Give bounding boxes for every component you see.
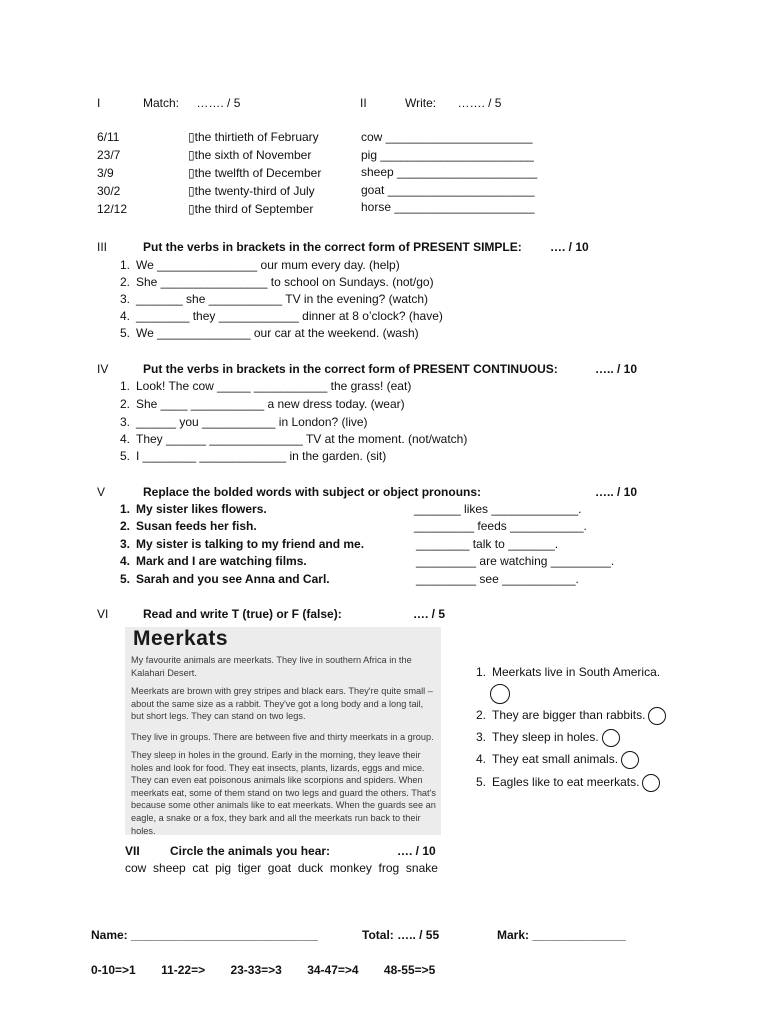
match-date: 30/2: [97, 184, 121, 198]
animal-word[interactable]: sheep: [153, 861, 186, 875]
match-date: 3/9: [97, 166, 114, 180]
write-item: cow ______________________: [361, 130, 533, 144]
section-7-score: …. / 10: [397, 844, 436, 858]
grade-range: 11-22=>: [161, 963, 206, 977]
exercise-item: [110, 448, 386, 465]
reading-paragraph: They sleep in holes in the ground. Early in the morning, they leave their holes and look for food. They eat insects, plants, lizards, eggs and mice. They can even eat poisonous animals like scorpions and spiders. When meerkats eat, some of them stand on two legs and guard the others. That's because some other animals like to eat meerkats. When the guards see an eagle, a snake or a fox, they bark and all the meerkats run back to their holes.: [131, 750, 436, 836]
write-item: horse _____________________: [361, 200, 535, 214]
item-number: 4.: [119, 554, 130, 568]
item-text: My sister likes flowers.: [136, 502, 267, 516]
section-4-roman: IV: [97, 362, 109, 376]
item-text: She ____ ___________ a new dress today. (wear): [136, 397, 405, 411]
exercise-item: [110, 378, 411, 395]
exercise-item: [110, 291, 428, 308]
item-text: They are bigger than rabbits.: [492, 708, 646, 723]
tf-question: [466, 707, 666, 725]
animal-word[interactable]: tiger: [237, 861, 262, 875]
exercise-item: [110, 518, 257, 535]
match-date: 6/11: [97, 130, 120, 144]
item-number: 1.: [119, 502, 130, 516]
answer-line: _________ are watching _________.: [416, 554, 615, 568]
item-text: _______ she ___________ TV in the evening? (watch): [136, 292, 429, 306]
item-text: They ______ ______________ TV at the moment. (not/watch): [136, 432, 468, 446]
bullet-box-icon: ▯: [188, 130, 195, 144]
item-number: 3.: [119, 292, 130, 306]
section-1-heading: [97, 96, 100, 110]
item-number: 1.: [119, 258, 130, 272]
section-1-roman: I: [97, 96, 101, 110]
bullet-box-icon: ▯: [188, 148, 195, 162]
section-4-title: Put the verbs in brackets in the correct form of PRESENT CONTINUOUS:: [143, 362, 558, 376]
item-text: Mark and I are watching films.: [136, 554, 307, 568]
section-2-title-wrap: [405, 96, 501, 110]
section-7-title: Circle the animals you hear:: [170, 844, 331, 858]
item-text: ________ they ____________ dinner at 8 o’clock? (have): [136, 309, 443, 323]
section-4-score: ….. / 10: [595, 362, 638, 376]
reading-title: Meerkats: [133, 627, 229, 650]
section-1-title-wrap: [143, 96, 240, 110]
item-number: 3.: [119, 415, 130, 429]
animal-word[interactable]: cow: [125, 861, 147, 875]
mark-field[interactable]: Mark: ______________: [497, 928, 626, 942]
match-word-row: [188, 165, 321, 182]
tf-question: [466, 664, 660, 681]
item-number: 5.: [119, 449, 130, 463]
item-number: 5.: [475, 775, 486, 790]
grade-range: 0-10=>1: [91, 963, 136, 977]
item-number: 3.: [475, 730, 486, 745]
item-number: 2.: [119, 397, 130, 411]
match-word-row: [188, 183, 315, 200]
item-number: 5.: [119, 326, 130, 340]
match-word-row: [188, 129, 319, 146]
item-text: Sarah and you see Anna and Carl.: [136, 572, 330, 586]
animal-word[interactable]: frog: [378, 861, 400, 875]
exercise-item: [110, 431, 467, 448]
item-text: She ________________ to school on Sundays. (not/go): [136, 275, 434, 289]
match-word: the twenty-third of July: [194, 184, 315, 198]
write-item: goat ______________________: [361, 183, 535, 197]
section-3-roman: III: [97, 240, 108, 254]
section-6-roman: VI: [97, 607, 109, 621]
reading-paragraph: Meerkats are brown with grey stripes and black ears. They're quite small – about the same size as a rabbit. They've got a long body and a long tail, but short legs. They can stand on two legs.: [131, 686, 433, 722]
match-word-row: [188, 147, 311, 164]
item-text: I ________ _____________ in the garden. (sit): [136, 449, 387, 463]
grade-range: 48-55=>5: [383, 963, 436, 977]
section-5-roman: V: [97, 485, 106, 499]
answer-line: _______ likes _____________.: [414, 502, 582, 516]
section-3-title: Put the verbs in brackets in the correct form of PRESENT SIMPLE:: [143, 240, 522, 254]
item-text: Meerkats live in South America.: [492, 665, 661, 679]
item-text: My sister is talking to my friend and me.: [136, 537, 365, 551]
section-1-title: Match:: [143, 96, 180, 110]
section-6-score: …. / 5: [413, 607, 446, 621]
match-word: the third of September: [194, 202, 314, 216]
exercise-item: [110, 501, 267, 518]
animal-word[interactable]: duck: [297, 861, 324, 875]
answer-circle[interactable]: [642, 774, 660, 792]
grade-range: 23-33=>3: [230, 963, 282, 977]
item-number: 1.: [119, 379, 130, 393]
item-text: We ______________ our car at the weekend. (wash): [136, 326, 419, 340]
reading-paragraph: My favourite animals are meerkats. They live in southern Africa in the Kalahari Desert.: [131, 655, 412, 678]
item-text: They eat small animals.: [492, 752, 619, 767]
item-text: Look! The cow _____ ___________ the grass! (eat): [136, 379, 412, 393]
section-5-score: ….. / 10: [595, 485, 638, 499]
item-number: 2.: [119, 275, 130, 289]
answer-line: ________ talk to _______.: [416, 537, 559, 551]
section-7-roman: VII: [125, 844, 140, 858]
match-word: the sixth of November: [194, 148, 312, 162]
bullet-box-icon: ▯: [188, 184, 195, 198]
answer-circle[interactable]: [602, 729, 620, 747]
answer-circle[interactable]: [648, 707, 666, 725]
exercise-item: [110, 553, 307, 570]
animal-word[interactable]: snake: [405, 861, 438, 875]
item-number: 3.: [119, 537, 130, 551]
exercise-item: [110, 414, 368, 431]
item-number: 2.: [119, 519, 130, 533]
match-word: the thirtieth of February: [194, 130, 319, 144]
answer-circle-1[interactable]: [490, 684, 510, 704]
match-word-row: [188, 201, 313, 218]
item-number: 4.: [119, 432, 130, 446]
section-1-score: ……. / 5: [196, 96, 241, 110]
item-text: We _______________ our mum every day. (help): [136, 258, 400, 272]
section-5-title: Replace the bolded words with subject or object pronouns:: [143, 485, 482, 499]
animal-word[interactable]: cat: [192, 861, 209, 875]
item-number: 4.: [475, 752, 486, 767]
total-score: Total: ….. / 55: [362, 928, 440, 942]
tf-question: [466, 729, 620, 747]
item-text: Eagles like to eat meerkats.: [492, 775, 640, 790]
exercise-item: [110, 325, 419, 342]
item-number: 4.: [119, 309, 130, 323]
write-item: sheep _____________________: [361, 165, 538, 179]
name-field[interactable]: Name: ____________________________: [91, 928, 318, 942]
bullet-box-icon: ▯: [188, 202, 195, 216]
animal-word[interactable]: goat: [267, 861, 292, 875]
section-2-roman: II: [360, 96, 367, 110]
item-number: 2.: [475, 708, 486, 723]
answer-circle[interactable]: [621, 751, 639, 769]
exercise-item: [110, 571, 330, 588]
answer-circle[interactable]: [490, 684, 510, 704]
reading-paragraph: They live in groups. There are between five and thirty meerkats in a group.: [131, 732, 434, 742]
section-2-score: ……. / 5: [457, 96, 502, 110]
grading-scale: [91, 963, 457, 977]
item-text: Susan feeds her fish.: [136, 519, 257, 533]
exercise-item: [110, 308, 443, 325]
match-date: 23/7: [97, 148, 121, 162]
tf-question: [466, 774, 660, 792]
tf-question: [466, 751, 639, 769]
exercise-item: [110, 274, 434, 291]
section-3-score: …. / 10: [550, 240, 589, 254]
answer-line: _________ feeds ___________.: [414, 519, 587, 533]
exercise-item: [110, 396, 405, 413]
animal-list: [125, 861, 438, 875]
write-item: pig _______________________: [361, 148, 534, 162]
bullet-box-icon: ▯: [188, 166, 195, 180]
item-text: ______ you ___________ in London? (live): [136, 415, 368, 429]
exercise-item: [110, 257, 400, 274]
reading-text-box: [125, 627, 441, 835]
animal-word[interactable]: monkey: [329, 861, 372, 875]
item-number: 5.: [119, 572, 130, 586]
exercise-item: [110, 536, 364, 553]
match-word: the twelfth of December: [194, 166, 322, 180]
grade-range: 34-47=>4: [307, 963, 359, 977]
item-number: 1.: [475, 665, 486, 679]
match-date: 12/12: [97, 202, 128, 216]
item-text: They sleep in holes.: [492, 730, 599, 745]
section-6-title: Read and write T (true) or F (false):: [143, 607, 342, 621]
section-2-title: Write:: [405, 96, 437, 110]
answer-line: _________ see ___________.: [416, 572, 579, 586]
animal-word[interactable]: pig: [215, 861, 232, 875]
